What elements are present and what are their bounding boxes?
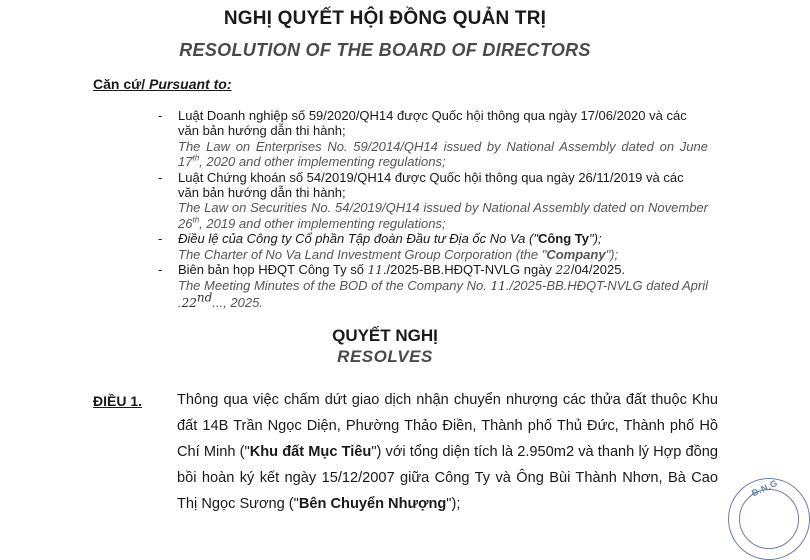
item-text-en: The Law on Securities No. 54/2019/QH14 issued by National Assembly dated on November 26th, 2019 and other implementing regulations; [178,200,708,231]
article-1-label: ĐIỀU 1. [93,393,143,409]
legal-basis-item-charter [158,231,708,262]
item-text-vi: Biên bản họp HĐQT Công Ty số 11./2025-BB.HĐQT-NVLG ngày 22/04/2025. [178,262,626,278]
legal-basis-list [158,108,708,311]
handwritten-day: 22 [181,295,197,310]
pursuant-heading [93,76,232,92]
item-text-vi: Luật Chứng khoán số 54/2019/QH14 được Quốc hội thông qua ngày 26/11/2019 và các văn bản hướng dẫn thi hành; [178,169,684,201]
handwritten-day: 22 [555,263,571,278]
item-text-en: The Law on Enterprises No. 59/2014/QH14 issued by National Assembly dated on June 17th, 2020 and other implementing regulations; [178,138,708,170]
document-title-vietnamese: NGHỊ QUYẾT HỘI ĐỒNG QUẢN TRỊ [223,8,547,29]
company-seal-stamp [728,478,810,560]
document-title-english: RESOLUTION OF THE BOARD OF DIRECTORS [179,40,591,60]
item-text-vi: Luật Doanh nghiệp số 59/2020/QH14 được Quốc hội thông qua ngày 17/06/2020 và các văn bản hướng dẫn thi hành; [178,108,687,139]
dash-bullet: - [158,231,163,247]
seal-inner-ring [739,489,799,549]
item-text-en: The Meeting Minutes of the BOD of the Company No. 11./2025-BB.HĐQT-NVLG dated April .22nd..., 2025. [178,278,708,310]
dash-bullet: - [158,262,163,278]
handwritten-number: 11 [367,263,383,278]
resolves-heading-english: RESOLVES [337,347,433,366]
resolves-heading-vietnamese: QUYẾT NGHỊ [332,326,438,345]
seal-text: Đ.N.G [750,477,780,499]
article-1-text: Thông qua việc chấm dứt giao dịch nhận chuyển nhượng các thửa đất thuộc Khu đất 14B Trần Ngọc Diện, Phường Thảo Điền, Thành phố Thủ Đức, Thành phố Hồ Chí Minh ("Khu đất Mục Tiêu") với tổng diện tích là 2.950m2 và thanh lý Hợp đồng bồi hoàn ký kết ngày 15/12/2007 giữa Công Ty và Ông Bùi Thành Nhơn, Bà Cao Thị Ngọc Sương ("Bên Chuyển Nhượng"); [177,392,718,512]
legal-basis-item-securities-law [158,170,708,232]
pursuant-label-en: Pursuant to: [145,76,232,92]
legal-basis-item-meeting-minutes [158,262,708,311]
dash-bullet: - [158,108,163,123]
dash-bullet: - [158,169,163,185]
item-text-en: The Charter of No Va Land Investment Group Corporation (the "Company"); [178,246,619,262]
pursuant-label-vi: Căn cứ/ [93,76,146,92]
legal-basis-item-enterprise-law [158,108,708,170]
item-text-vi: Điều lệ của Công ty Cổ phần Tập đoàn Đầu tư Địa ốc No Va ("Công Ty"); [178,231,602,247]
handwritten-number: 11 [490,279,506,294]
